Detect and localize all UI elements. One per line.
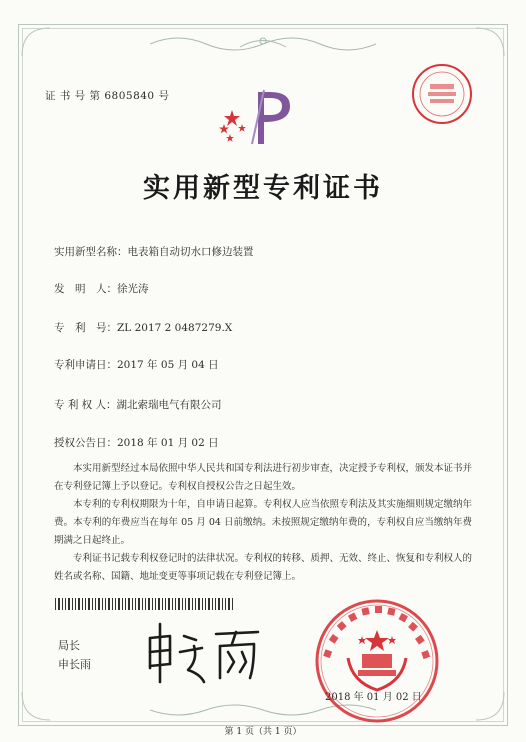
body-paragraph: 专利证书记载专利权登记时的法律状况。专利权的转移、质押、无效、终止、恢复和专利权人的姓名或名称、国籍、地址变更等事项记载在专利登记簿上。 (54, 553, 473, 582)
field-value: 2017 年 05 月 04 日 (117, 359, 219, 371)
field-application-date (54, 357, 219, 372)
signatory-name: 申长雨 (58, 658, 91, 671)
top-ornament-icon (150, 32, 376, 54)
field-patentee (54, 397, 222, 412)
agency-stamp-icon (410, 62, 474, 126)
field-label: 专利申请日： (54, 359, 117, 371)
corner-ornament-icon (20, 26, 60, 66)
field-grant-date (54, 435, 219, 450)
page-number: 第 1 页（共 1 页） (224, 727, 302, 737)
field-value: 2018 年 01 月 02 日 (117, 437, 219, 449)
field-label: 专 利 权 人： (54, 399, 117, 411)
corner-ornament-icon (466, 682, 506, 722)
field-label: 授权公告日： (54, 437, 117, 449)
field-value: 电表箱自动切水口修边装置 (127, 246, 254, 258)
corner-ornament-icon (20, 682, 60, 722)
signature-icon (140, 616, 265, 686)
field-utility-model-name (54, 244, 254, 259)
barcode-icon (55, 598, 233, 610)
field-value: ZL 2017 2 0487279.X (117, 322, 233, 334)
body-paragraph: 本实用新型经过本局依照中华人民共和国专利法进行初步审查，决定授予专利权，颁发本证书并在专利登记簿上予以登记。专利权自授权公告之日起生效。 (54, 463, 473, 492)
field-label: 专 利 号： (54, 322, 117, 334)
patent-office-logo-icon (212, 88, 302, 148)
field-inventor (54, 281, 149, 296)
field-value: 湖北索瑞电气有限公司 (116, 399, 222, 411)
field-label: 发 明 人： (54, 283, 117, 295)
signatory-title: 局长 (58, 639, 80, 652)
national-ip-office-seal-icon (312, 596, 442, 726)
certificate-number: 证 书 号 第 6805840 号 (45, 90, 170, 102)
field-value: 徐光涛 (117, 283, 149, 295)
field-patent-number (54, 320, 232, 335)
body-paragraph: 本专利的专利权期限为十年，自申请日起算。专利权人应当依照专利法及其实施细则规定缴纳年费。本专利的年费应当在每年 05 月 04 日前缴纳。未按照规定缴纳年费的，专利权自应当缴纳年费期满之日起终止。 (54, 499, 473, 546)
field-label: 实用新型名称： (54, 246, 128, 258)
seal-date: 2018 年 01 月 02 日 (325, 692, 422, 703)
certificate-title: 实用新型专利证书 (143, 173, 383, 204)
corner-ornament-icon (466, 26, 506, 66)
